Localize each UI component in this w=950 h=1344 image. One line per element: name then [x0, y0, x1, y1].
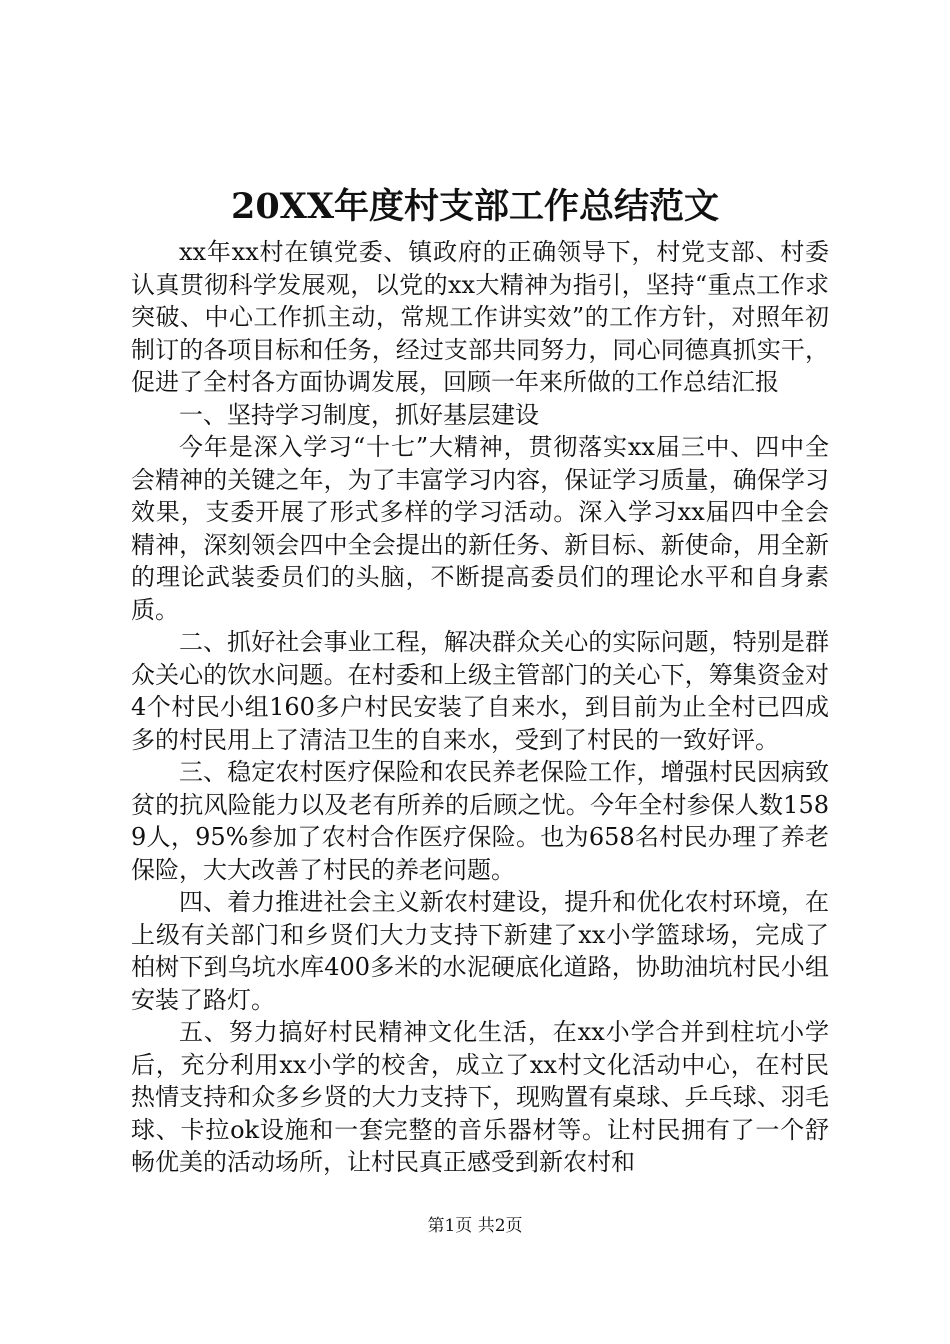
section-heading-1: 一、坚持学习制度，抓好基层建设: [179, 400, 539, 429]
section-paragraph-2: 二、抓好社会事业工程，解决群众关心的实际问题，特别是群众关心的饮水问题。在村委和上级主管部门的关心下，筹集资金对4个村民小组160多户村民安装了自来水，到目前为止全村已四成多的村民用上了清洁卫生的自来水，受到了村民的一致好评。: [131, 628, 829, 754]
section-paragraph-5: 五、努力搞好村民精神文化生活，在xx小学合并到柱坑小学后，充分利用xx小学的校舍，成立了xx村文化活动中心，在村民热情支持和众多乡贤的大力支持下，现购置有桌球、乒乓球、羽毛球、卡拉ok设施和一套完整的音乐器材等。让村民拥有了一个舒畅优美的活动场所，让村民真正感受到新农村和: [131, 1018, 829, 1176]
section-paragraph-4: 四、着力推进社会主义新农村建设，提升和优化农村环境，在上级有关部门和乡贤们大力支持下新建了xx小学篮球场，完成了柏树下到乌坑水库400多米的水泥硬底化道路，协助油坑村民小组安装了路灯。: [131, 888, 829, 1014]
section-paragraph-3: 三、稳定农村医疗保险和农民养老保险工作，增强村民因病致贫的抗风险能力以及老有所养的后顾之忧。今年全村参保人数1589人，95%参加了农村合作医疗保险。也为658名村民办理了养老保险，大大改善了村民的养老问题。: [131, 758, 829, 884]
document-title: 20XX年度村支部工作总结范文: [230, 186, 720, 227]
intro-paragraph: xx年xx村在镇党委、镇政府的正确领导下，村党支部、村委认真贯彻科学发展观，以党的xx大精神为指引，坚持“重点工作求突破、中心工作抓主动，常规工作讲实效”的工作方针，对照年初制订的各项目标和任务，经过支部共同努力，同心同德真抓实干，促进了全村各方面协调发展，回顾一年来所做的工作总结汇报: [131, 238, 829, 396]
document-body: [131, 236, 829, 1179]
section-paragraph-1: 今年是深入学习“十七”大精神，贯彻落实xx届三中、四中全会精神的关键之年，为了丰富学习内容，保证学习质量，确保学习效果，支委开展了形式多样的学习活动。深入学习xx届四中全会精神，深刻领会四中全会提出的新任务、新目标、新使命，用全新的理论武装委员们的头脑，不断提高委员们的理论水平和自身素质。: [131, 433, 829, 624]
page-number-footer: 第1页 共2页: [427, 1216, 523, 1236]
